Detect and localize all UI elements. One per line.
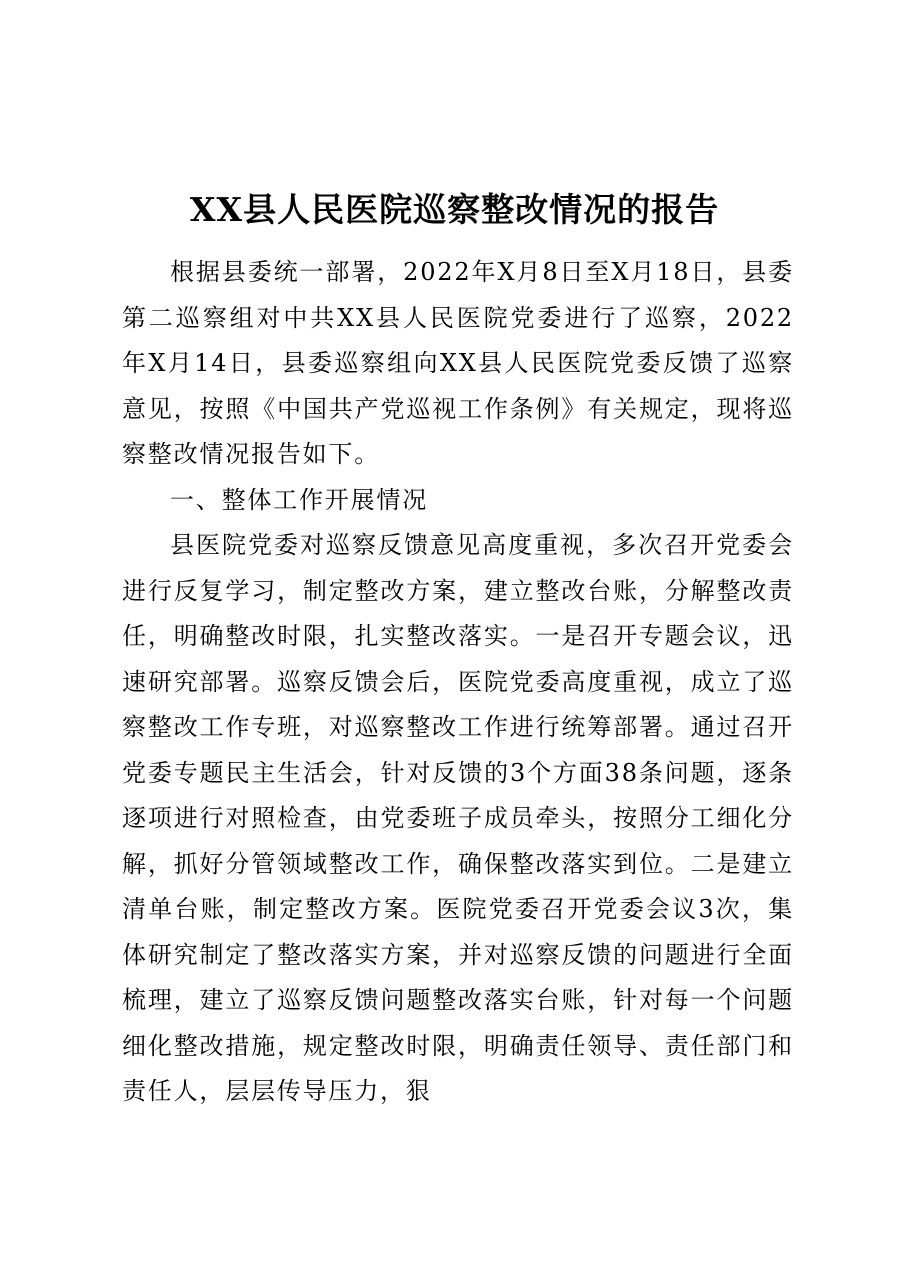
document-title: XX县人民医院巡察整改情况的报告: [189, 190, 720, 230]
paragraph-section-1: 县医院党委对巡察反馈意见高度重视，多次召开党委会进行反复学习，制定整改方案，建立整改台账，分解整改责任，明确整改时限，扎实整改落实。一是召开专题会议，迅速研究部署。巡察反馈会后，医院党委高度重视，成立了巡察整改工作专班，对巡察整改工作进行统筹部署。通过召开党委专题民主生活会，针对反馈的3个方面38条问题，逐条逐项进行对照检查，由党委班子成员牵头，按照分工细化分解，抓好分管领域整改工作，确保整改落实到位。二是建立清单台账，制定整改方案。医院党委召开党委会议3次，集体研究制定了整改落实方案，并对巡察反馈的问题进行全面梳理，建立了巡察反馈问题整改落实台账，针对每一个问题细化整改措施，规定整改时限，明确责任领导、责任部门和责任人，层层传导压力，狠: [122, 531, 794, 1105]
paragraph-intro: 根据县委统一部署，2022年X月8日至X月18日，县委第二巡察组对中共XX县人民医院党委进行了巡察，2022年X月14日，县委巡察组向XX县人民医院党委反馈了巡察意见，按照《中国共产党巡视工作条例》有关规定，现将巡察整改情况报告如下。: [122, 258, 794, 468]
document-body: [122, 250, 794, 1115]
section-heading-1: 一、整体工作开展情况: [170, 485, 428, 514]
